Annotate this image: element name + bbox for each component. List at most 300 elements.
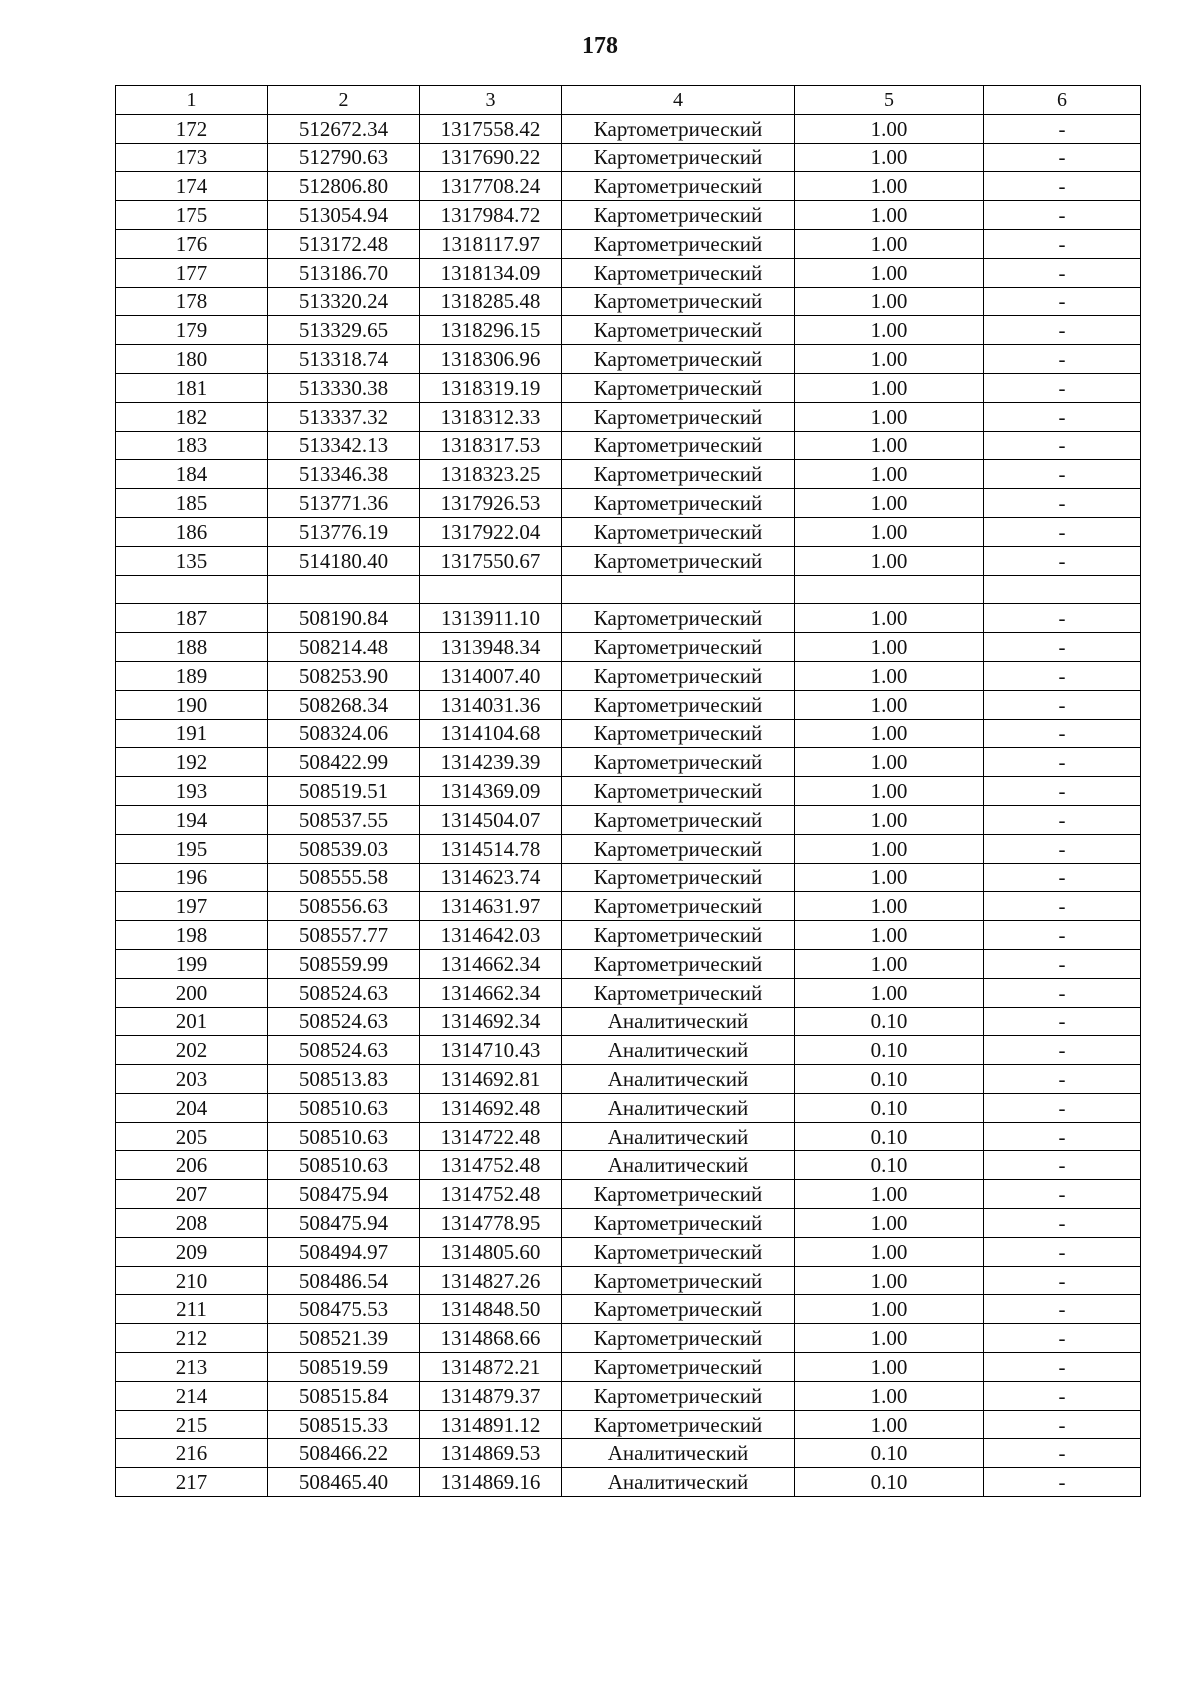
y-coordinate-cell: 1313911.10: [420, 604, 562, 633]
y-coordinate-cell: 1318323.25: [420, 460, 562, 489]
method-cell: Аналитический: [562, 1439, 795, 1468]
table-row: [116, 633, 1141, 662]
y-coordinate-cell: [420, 575, 562, 604]
point-number-cell: 176: [116, 229, 268, 258]
note-cell: -: [984, 777, 1141, 806]
x-coordinate-cell: 508494.97: [268, 1237, 420, 1266]
accuracy-cell: 1.00: [795, 1266, 984, 1295]
accuracy-cell: 1.00: [795, 892, 984, 921]
y-coordinate-cell: 1314872.21: [420, 1353, 562, 1382]
accuracy-cell: 1.00: [795, 1381, 984, 1410]
accuracy-cell: 1.00: [795, 604, 984, 633]
y-coordinate-cell: 1314631.97: [420, 892, 562, 921]
accuracy-cell: 1.00: [795, 1324, 984, 1353]
note-cell: -: [984, 1065, 1141, 1094]
note-cell: -: [984, 143, 1141, 172]
table-row: [116, 1007, 1141, 1036]
x-coordinate-cell: 512672.34: [268, 114, 420, 143]
table-row: [116, 805, 1141, 834]
table-row: [116, 1439, 1141, 1468]
x-coordinate-cell: 508555.58: [268, 863, 420, 892]
note-cell: -: [984, 402, 1141, 431]
note-cell: -: [984, 1007, 1141, 1036]
method-cell: Картометрический: [562, 1410, 795, 1439]
point-number-cell: 196: [116, 863, 268, 892]
method-cell: Картометрический: [562, 661, 795, 690]
x-coordinate-cell: 513342.13: [268, 431, 420, 460]
method-cell: Аналитический: [562, 1036, 795, 1065]
point-number-cell: 195: [116, 834, 268, 863]
point-number-cell: 188: [116, 633, 268, 662]
y-coordinate-cell: 1318306.96: [420, 345, 562, 374]
y-coordinate-cell: 1314891.12: [420, 1410, 562, 1439]
note-cell: -: [984, 949, 1141, 978]
table-row: [116, 1036, 1141, 1065]
note-cell: -: [984, 1180, 1141, 1209]
note-cell: -: [984, 229, 1141, 258]
note-cell: -: [984, 345, 1141, 374]
point-number-cell: 217: [116, 1468, 268, 1497]
point-number-cell: 198: [116, 921, 268, 950]
note-cell: -: [984, 633, 1141, 662]
accuracy-cell: 1.00: [795, 1180, 984, 1209]
note-cell: -: [984, 1324, 1141, 1353]
y-coordinate-cell: 1314642.03: [420, 921, 562, 950]
point-number-cell: 180: [116, 345, 268, 374]
point-number-cell: 192: [116, 748, 268, 777]
y-coordinate-cell: 1314869.53: [420, 1439, 562, 1468]
y-coordinate-cell: 1314805.60: [420, 1237, 562, 1266]
x-coordinate-cell: 508515.84: [268, 1381, 420, 1410]
accuracy-cell: 1.00: [795, 373, 984, 402]
point-number-cell: 210: [116, 1266, 268, 1295]
method-cell: Картометрический: [562, 1381, 795, 1410]
y-coordinate-cell: 1318117.97: [420, 229, 562, 258]
table-row: [116, 1266, 1141, 1295]
note-cell: -: [984, 1237, 1141, 1266]
table-row: [116, 1093, 1141, 1122]
table-row: [116, 661, 1141, 690]
table-row: [116, 575, 1141, 604]
accuracy-cell: 0.10: [795, 1007, 984, 1036]
y-coordinate-cell: 1314692.34: [420, 1007, 562, 1036]
accuracy-cell: 1.00: [795, 748, 984, 777]
x-coordinate-cell: 508559.99: [268, 949, 420, 978]
note-cell: -: [984, 517, 1141, 546]
accuracy-cell: 1.00: [795, 690, 984, 719]
method-cell: Аналитический: [562, 1151, 795, 1180]
x-coordinate-cell: 508557.77: [268, 921, 420, 950]
accuracy-cell: 1.00: [795, 805, 984, 834]
y-coordinate-cell: 1314778.95: [420, 1209, 562, 1238]
x-coordinate-cell: 513776.19: [268, 517, 420, 546]
y-coordinate-cell: 1314879.37: [420, 1381, 562, 1410]
accuracy-cell: 1.00: [795, 834, 984, 863]
y-coordinate-cell: 1314752.48: [420, 1180, 562, 1209]
point-number-cell: 209: [116, 1237, 268, 1266]
table-row: [116, 517, 1141, 546]
y-coordinate-cell: 1318296.15: [420, 316, 562, 345]
x-coordinate-cell: 513330.38: [268, 373, 420, 402]
method-cell: Картометрический: [562, 834, 795, 863]
table-row: [116, 1295, 1141, 1324]
accuracy-cell: 1.00: [795, 489, 984, 518]
note-cell: -: [984, 114, 1141, 143]
method-cell: Картометрический: [562, 201, 795, 230]
note-cell: -: [984, 489, 1141, 518]
method-cell: Картометрический: [562, 978, 795, 1007]
note-cell: -: [984, 201, 1141, 230]
method-cell: Картометрический: [562, 604, 795, 633]
method-cell: Картометрический: [562, 1353, 795, 1382]
table-row: [116, 1410, 1141, 1439]
accuracy-cell: 1.00: [795, 863, 984, 892]
y-coordinate-cell: 1314752.48: [420, 1151, 562, 1180]
note-cell: -: [984, 373, 1141, 402]
accuracy-cell: 1.00: [795, 978, 984, 1007]
point-number-cell: 182: [116, 402, 268, 431]
y-coordinate-cell: 1314031.36: [420, 690, 562, 719]
point-number-cell: 204: [116, 1093, 268, 1122]
table-row: [116, 892, 1141, 921]
note-cell: -: [984, 1468, 1141, 1497]
table-row: [116, 1122, 1141, 1151]
table-row: [116, 143, 1141, 172]
point-number-cell: 211: [116, 1295, 268, 1324]
table-row: [116, 1353, 1141, 1382]
method-cell: Картометрический: [562, 949, 795, 978]
table-row: [116, 287, 1141, 316]
point-number-cell: 185: [116, 489, 268, 518]
x-coordinate-cell: 508475.53: [268, 1295, 420, 1324]
method-cell: Картометрический: [562, 863, 795, 892]
point-number-cell: 189: [116, 661, 268, 690]
y-coordinate-cell: 1314848.50: [420, 1295, 562, 1324]
x-coordinate-cell: 508524.63: [268, 1036, 420, 1065]
method-cell: Аналитический: [562, 1093, 795, 1122]
x-coordinate-cell: 508524.63: [268, 1007, 420, 1036]
note-cell: -: [984, 805, 1141, 834]
method-cell: [562, 575, 795, 604]
accuracy-cell: 0.10: [795, 1093, 984, 1122]
table-header-row: [116, 86, 1141, 115]
table-row: [116, 316, 1141, 345]
note-cell: -: [984, 1036, 1141, 1065]
point-number-cell: 183: [116, 431, 268, 460]
x-coordinate-cell: 508475.94: [268, 1180, 420, 1209]
table-row: [116, 748, 1141, 777]
note-cell: -: [984, 863, 1141, 892]
x-coordinate-cell: 514180.40: [268, 546, 420, 575]
table-row: [116, 1180, 1141, 1209]
method-cell: Картометрический: [562, 690, 795, 719]
point-number-cell: 190: [116, 690, 268, 719]
accuracy-cell: 1.00: [795, 661, 984, 690]
accuracy-cell: 0.10: [795, 1151, 984, 1180]
y-coordinate-cell: 1314662.34: [420, 978, 562, 1007]
method-cell: Картометрический: [562, 489, 795, 518]
y-coordinate-cell: 1314007.40: [420, 661, 562, 690]
table-row: [116, 201, 1141, 230]
x-coordinate-cell: 508486.54: [268, 1266, 420, 1295]
table-row: [116, 546, 1141, 575]
point-number-cell: 199: [116, 949, 268, 978]
table-row: [116, 777, 1141, 806]
y-coordinate-cell: 1314868.66: [420, 1324, 562, 1353]
note-cell: -: [984, 661, 1141, 690]
table-row: [116, 921, 1141, 950]
point-number-cell: 173: [116, 143, 268, 172]
method-cell: Картометрический: [562, 1295, 795, 1324]
x-coordinate-cell: 508556.63: [268, 892, 420, 921]
note-cell: -: [984, 834, 1141, 863]
method-cell: Картометрический: [562, 1237, 795, 1266]
note-cell: -: [984, 316, 1141, 345]
column-header: 2: [268, 86, 420, 115]
point-number-cell: 177: [116, 258, 268, 287]
y-coordinate-cell: 1317690.22: [420, 143, 562, 172]
accuracy-cell: 0.10: [795, 1122, 984, 1151]
note-cell: -: [984, 1266, 1141, 1295]
point-number-cell: 184: [116, 460, 268, 489]
x-coordinate-cell: 508465.40: [268, 1468, 420, 1497]
accuracy-cell: 1.00: [795, 143, 984, 172]
accuracy-cell: 0.10: [795, 1036, 984, 1065]
accuracy-cell: 1.00: [795, 258, 984, 287]
accuracy-cell: 0.10: [795, 1065, 984, 1094]
x-coordinate-cell: 512790.63: [268, 143, 420, 172]
x-coordinate-cell: 513346.38: [268, 460, 420, 489]
point-number-cell: 213: [116, 1353, 268, 1382]
page-number: 178: [582, 33, 618, 59]
column-header: 4: [562, 86, 795, 115]
accuracy-cell: 1.00: [795, 517, 984, 546]
x-coordinate-cell: 508513.83: [268, 1065, 420, 1094]
method-cell: Картометрический: [562, 172, 795, 201]
method-cell: Аналитический: [562, 1007, 795, 1036]
method-cell: Картометрический: [562, 402, 795, 431]
accuracy-cell: 1.00: [795, 1410, 984, 1439]
column-header: 1: [116, 86, 268, 115]
accuracy-cell: 0.10: [795, 1468, 984, 1497]
x-coordinate-cell: 508510.63: [268, 1122, 420, 1151]
accuracy-cell: 1.00: [795, 201, 984, 230]
y-coordinate-cell: 1314869.16: [420, 1468, 562, 1497]
note-cell: -: [984, 719, 1141, 748]
table-row: [116, 258, 1141, 287]
method-cell: Картометрический: [562, 777, 795, 806]
y-coordinate-cell: 1317550.67: [420, 546, 562, 575]
x-coordinate-cell: 508268.34: [268, 690, 420, 719]
note-cell: -: [984, 892, 1141, 921]
point-number-cell: 187: [116, 604, 268, 633]
point-number-cell: 214: [116, 1381, 268, 1410]
table-row: [116, 719, 1141, 748]
point-number-cell: [116, 575, 268, 604]
note-cell: -: [984, 1122, 1141, 1151]
method-cell: Картометрический: [562, 316, 795, 345]
table-row: [116, 1324, 1141, 1353]
point-number-cell: 186: [116, 517, 268, 546]
accuracy-cell: 1.00: [795, 719, 984, 748]
method-cell: Картометрический: [562, 1180, 795, 1209]
x-coordinate-cell: [268, 575, 420, 604]
x-coordinate-cell: 508521.39: [268, 1324, 420, 1353]
accuracy-cell: 1.00: [795, 949, 984, 978]
accuracy-cell: 1.00: [795, 546, 984, 575]
point-number-cell: 193: [116, 777, 268, 806]
accuracy-cell: 1.00: [795, 402, 984, 431]
x-coordinate-cell: 513186.70: [268, 258, 420, 287]
point-number-cell: 207: [116, 1180, 268, 1209]
table-row: [116, 229, 1141, 258]
y-coordinate-cell: 1318134.09: [420, 258, 562, 287]
accuracy-cell: 1.00: [795, 345, 984, 374]
table-row: [116, 834, 1141, 863]
accuracy-cell: 1.00: [795, 1209, 984, 1238]
point-number-cell: 135: [116, 546, 268, 575]
x-coordinate-cell: 508190.84: [268, 604, 420, 633]
note-cell: -: [984, 748, 1141, 777]
y-coordinate-cell: 1318317.53: [420, 431, 562, 460]
table-row: [116, 114, 1141, 143]
x-coordinate-cell: 508515.33: [268, 1410, 420, 1439]
method-cell: Картометрический: [562, 546, 795, 575]
method-cell: Картометрический: [562, 633, 795, 662]
x-coordinate-cell: 512806.80: [268, 172, 420, 201]
x-coordinate-cell: 513771.36: [268, 489, 420, 518]
note-cell: [984, 575, 1141, 604]
point-number-cell: 202: [116, 1036, 268, 1065]
table-row: [116, 1209, 1141, 1238]
method-cell: Картометрический: [562, 1324, 795, 1353]
x-coordinate-cell: 508524.63: [268, 978, 420, 1007]
y-coordinate-cell: 1317558.42: [420, 114, 562, 143]
y-coordinate-cell: 1314369.09: [420, 777, 562, 806]
accuracy-cell: 1.00: [795, 460, 984, 489]
note-cell: -: [984, 921, 1141, 950]
column-header: 3: [420, 86, 562, 115]
point-number-cell: 206: [116, 1151, 268, 1180]
y-coordinate-cell: 1318312.33: [420, 402, 562, 431]
x-coordinate-cell: 508422.99: [268, 748, 420, 777]
point-number-cell: 203: [116, 1065, 268, 1094]
y-coordinate-cell: 1314692.81: [420, 1065, 562, 1094]
note-cell: -: [984, 172, 1141, 201]
accuracy-cell: 1.00: [795, 229, 984, 258]
table-row: [116, 1237, 1141, 1266]
y-coordinate-cell: 1314504.07: [420, 805, 562, 834]
accuracy-cell: 1.00: [795, 1237, 984, 1266]
note-cell: -: [984, 1381, 1141, 1410]
x-coordinate-cell: 508253.90: [268, 661, 420, 690]
table-row: [116, 690, 1141, 719]
table-row: [116, 949, 1141, 978]
method-cell: Картометрический: [562, 517, 795, 546]
method-cell: Картометрический: [562, 748, 795, 777]
table-row: [116, 1065, 1141, 1094]
table-row: [116, 402, 1141, 431]
method-cell: Картометрический: [562, 143, 795, 172]
y-coordinate-cell: 1314827.26: [420, 1266, 562, 1295]
method-cell: Аналитический: [562, 1122, 795, 1151]
method-cell: Картометрический: [562, 460, 795, 489]
accuracy-cell: 1.00: [795, 1353, 984, 1382]
accuracy-cell: 1.00: [795, 287, 984, 316]
method-cell: Аналитический: [562, 1065, 795, 1094]
y-coordinate-cell: 1314623.74: [420, 863, 562, 892]
table-row: [116, 460, 1141, 489]
x-coordinate-cell: 508539.03: [268, 834, 420, 863]
method-cell: Картометрический: [562, 921, 795, 950]
y-coordinate-cell: 1314722.48: [420, 1122, 562, 1151]
method-cell: Картометрический: [562, 229, 795, 258]
method-cell: Картометрический: [562, 345, 795, 374]
point-number-cell: 175: [116, 201, 268, 230]
table-row: [116, 978, 1141, 1007]
note-cell: -: [984, 1410, 1141, 1439]
y-coordinate-cell: 1314662.34: [420, 949, 562, 978]
point-number-cell: 174: [116, 172, 268, 201]
point-number-cell: 194: [116, 805, 268, 834]
table-row: [116, 1468, 1141, 1497]
note-cell: -: [984, 1353, 1141, 1382]
note-cell: -: [984, 258, 1141, 287]
x-coordinate-cell: 513318.74: [268, 345, 420, 374]
coordinates-table: [115, 85, 1141, 1497]
method-cell: Картометрический: [562, 287, 795, 316]
y-coordinate-cell: 1317926.53: [420, 489, 562, 518]
y-coordinate-cell: 1314710.43: [420, 1036, 562, 1065]
note-cell: -: [984, 431, 1141, 460]
x-coordinate-cell: 508510.63: [268, 1093, 420, 1122]
method-cell: Картометрический: [562, 805, 795, 834]
point-number-cell: 201: [116, 1007, 268, 1036]
accuracy-cell: 1.00: [795, 114, 984, 143]
x-coordinate-cell: 508475.94: [268, 1209, 420, 1238]
column-header: 6: [984, 86, 1141, 115]
method-cell: Картометрический: [562, 1266, 795, 1295]
accuracy-cell: 1.00: [795, 431, 984, 460]
y-coordinate-cell: 1317708.24: [420, 172, 562, 201]
column-header: 5: [795, 86, 984, 115]
x-coordinate-cell: 513172.48: [268, 229, 420, 258]
x-coordinate-cell: 513054.94: [268, 201, 420, 230]
y-coordinate-cell: 1314692.48: [420, 1093, 562, 1122]
point-number-cell: 208: [116, 1209, 268, 1238]
table-row: [116, 172, 1141, 201]
table-row: [116, 863, 1141, 892]
point-number-cell: 200: [116, 978, 268, 1007]
table-row: [116, 373, 1141, 402]
table-row: [116, 431, 1141, 460]
method-cell: Картометрический: [562, 892, 795, 921]
note-cell: -: [984, 546, 1141, 575]
accuracy-cell: 1.00: [795, 1295, 984, 1324]
table-row: [116, 489, 1141, 518]
point-number-cell: 179: [116, 316, 268, 345]
table-row: [116, 1151, 1141, 1180]
x-coordinate-cell: 508519.59: [268, 1353, 420, 1382]
x-coordinate-cell: 508466.22: [268, 1439, 420, 1468]
table-row: [116, 604, 1141, 633]
method-cell: Картометрический: [562, 431, 795, 460]
x-coordinate-cell: 508324.06: [268, 719, 420, 748]
y-coordinate-cell: 1317922.04: [420, 517, 562, 546]
accuracy-cell: 1.00: [795, 172, 984, 201]
method-cell: Картометрический: [562, 258, 795, 287]
point-number-cell: 215: [116, 1410, 268, 1439]
